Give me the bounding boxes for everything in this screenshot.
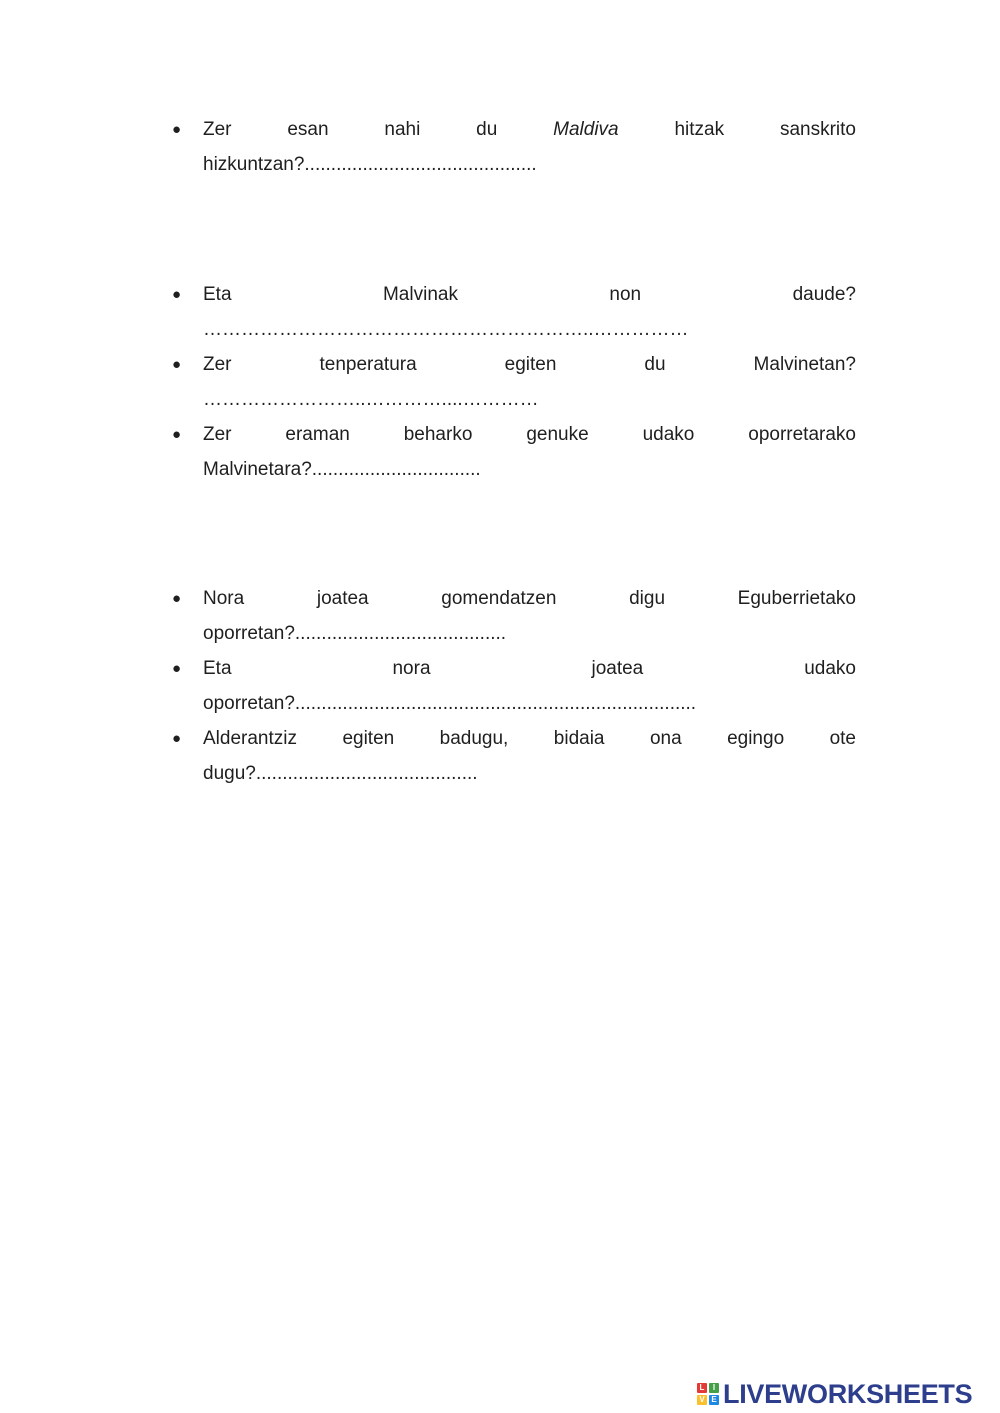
word: Eta: [203, 284, 232, 305]
question-line: [203, 721, 856, 756]
liveworksheets-logo[interactable]: [697, 1378, 972, 1410]
question-item-5: [0, 581, 856, 651]
logo-mark-i: I: [709, 1383, 719, 1393]
question-item-1: [0, 112, 856, 182]
bullet-icon: ●: [172, 356, 182, 373]
question-item-2: [0, 277, 856, 347]
answer-line[interactable]: ……………………………………………………..……………: [203, 319, 689, 340]
word: egingo: [727, 728, 785, 749]
question-line: [203, 581, 856, 616]
bullet-icon: ●: [172, 660, 182, 677]
question-line: [203, 417, 856, 452]
question-item-3: [0, 347, 856, 417]
bullet-icon: ●: [172, 426, 182, 443]
answer-line[interactable]: oporretan?............................................................................: [203, 693, 697, 714]
word: sanskrito: [779, 119, 856, 140]
word: Eta: [203, 658, 232, 679]
word: udako: [642, 424, 695, 445]
answer-line[interactable]: dugu?..........................................: [203, 763, 478, 784]
question-item-7: [0, 721, 856, 791]
logo-mark-v: V: [697, 1395, 707, 1405]
word-italic: Maldiva: [553, 119, 619, 140]
word: bidaia: [553, 728, 605, 749]
word: tenperatura: [319, 354, 417, 375]
word: Zer: [203, 354, 232, 375]
word: non: [609, 284, 642, 305]
word: Eguberrietako: [737, 588, 856, 609]
word: eraman: [285, 424, 350, 445]
bullet-icon: ●: [172, 730, 182, 747]
logo-mark-icon: [697, 1383, 719, 1405]
word: joatea: [591, 658, 644, 679]
logo-text: LIVEWORKSHEETS: [723, 1378, 973, 1409]
word: joatea: [316, 588, 369, 609]
word: oporretarako: [748, 424, 856, 445]
question-line: [203, 112, 856, 147]
word: du: [644, 354, 666, 375]
question-group-3: [0, 581, 1000, 791]
word: Alderantziz: [203, 728, 297, 749]
word: Malvinak: [382, 284, 458, 305]
word: genuke: [526, 424, 589, 445]
word: ona: [649, 728, 682, 749]
word: ote: [829, 728, 856, 749]
word: hitzak: [674, 119, 725, 140]
word: nora: [392, 658, 431, 679]
word: esan: [287, 119, 329, 140]
bullet-icon: ●: [172, 590, 182, 607]
answer-line[interactable]: Malvinetara?................................: [203, 459, 481, 480]
word: Nora: [203, 588, 245, 609]
logo-mark-l: L: [697, 1383, 707, 1393]
question-line: [203, 277, 856, 312]
question-group-2: [0, 277, 1000, 487]
word: gomendatzen: [441, 588, 557, 609]
word: Malvinetan?: [753, 354, 856, 375]
question-line: [203, 347, 856, 382]
word: beharko: [403, 424, 473, 445]
word: Zer: [203, 424, 232, 445]
bullet-icon: ●: [172, 121, 182, 138]
word: udako: [804, 658, 856, 679]
bullet-icon: ●: [172, 286, 182, 303]
word: badugu,: [439, 728, 509, 749]
logo-mark-e: E: [709, 1395, 719, 1405]
word: egiten: [342, 728, 395, 749]
word: Zer: [203, 119, 232, 140]
word: digu: [629, 588, 666, 609]
word: daude?: [792, 284, 856, 305]
answer-line[interactable]: hizkuntzan?............................................: [203, 154, 537, 175]
answer-line[interactable]: ……………………..…………....…………: [203, 389, 539, 410]
question-line: [203, 651, 856, 686]
question-item-6: [0, 651, 856, 721]
question-item-4: [0, 417, 856, 487]
word: du: [476, 119, 498, 140]
word: egiten: [504, 354, 557, 375]
question-group-1: [0, 112, 1000, 182]
word: nahi: [384, 119, 421, 140]
answer-line[interactable]: oporretan?........................................: [203, 623, 507, 644]
